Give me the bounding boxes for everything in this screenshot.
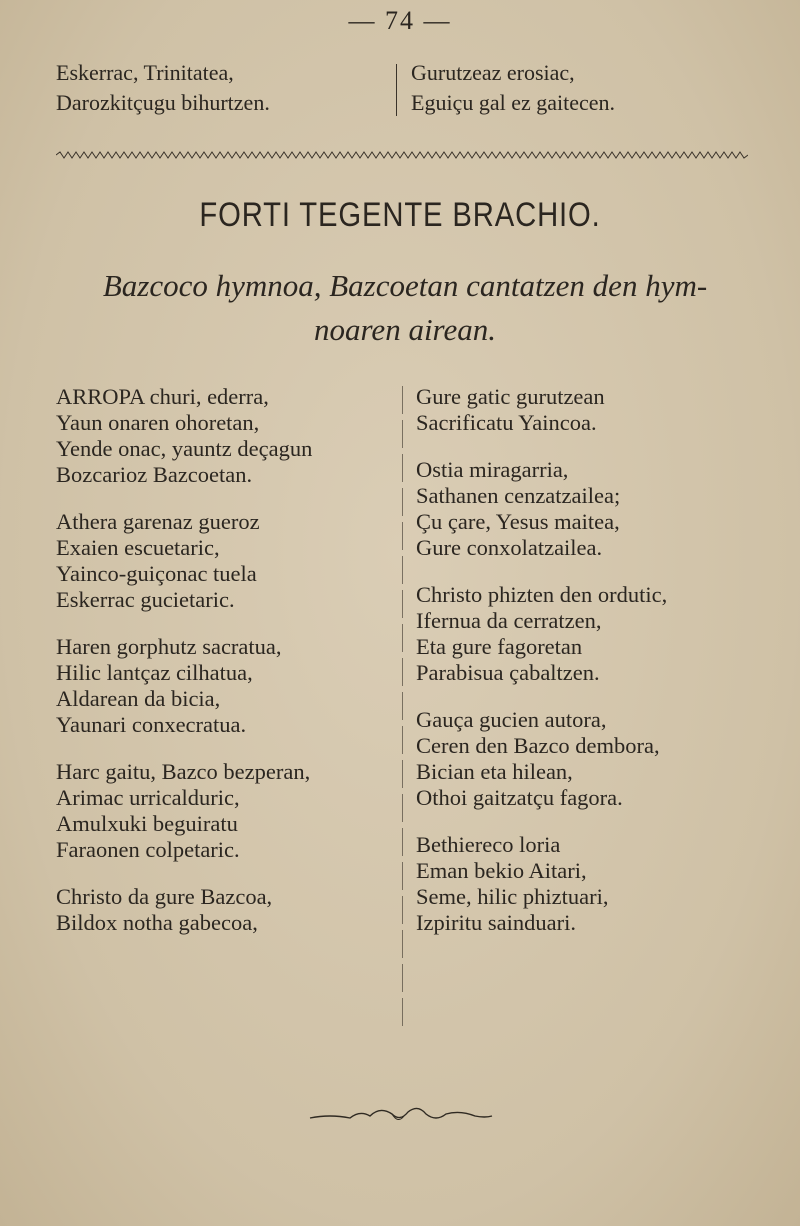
verse-line: Hilic lantçaz cilhatua, (56, 660, 253, 685)
verse-line: Eman bekio Aitari, (416, 858, 587, 883)
stanza (56, 884, 396, 936)
right-column (416, 384, 756, 957)
stanza (56, 634, 396, 738)
verse-line: Athera garenaz gueroz (56, 509, 260, 534)
end-flourish-ornament (300, 1100, 500, 1130)
ornamental-rule (56, 150, 748, 160)
verse-line: ARROPA churi, ederra, (56, 384, 269, 409)
hymn-subtitle (60, 264, 750, 352)
stanza (416, 457, 756, 561)
verse-line: Exaien escuetaric, (56, 535, 220, 560)
stanza (416, 832, 756, 936)
verse-line: Eskerrac, Trinitatea, (56, 60, 234, 85)
hymn-title: FORTI TEGENTE BRACHIO. (199, 196, 601, 234)
verse-line: Eskerrac gucietaric. (56, 587, 235, 612)
verse-line: Yaunari conxecratua. (56, 712, 247, 737)
verse-line: Eta gure fagoretan (416, 634, 583, 659)
verse-line: Gurutzeaz erosiac, (411, 60, 575, 85)
verse-line: Çu çare, Yesus maitea, (416, 509, 620, 534)
verse-line: Haren gorphutz sacratua, (56, 634, 282, 659)
verse-line: Eguiçu gal ez gaitecen. (411, 90, 616, 115)
verse-line: Darozkitçugu bihurtzen. (56, 90, 270, 115)
verse-line: Christo da gure Bazcoa, (56, 884, 273, 909)
verse-line: Bildox notha gabecoa, (56, 910, 258, 935)
verse-line: Gure conxolatzailea. (416, 535, 603, 560)
verse-line: Aldarean da bicia, (56, 686, 221, 711)
verse-line: Parabisua çabaltzen. (416, 660, 600, 685)
column-divider (402, 386, 403, 1026)
stanza (56, 384, 396, 488)
subtitle-line: noaren airean. (314, 312, 496, 347)
verse-line: Yende onac, yauntz deçagun (56, 436, 313, 461)
verse-line: Yaun onaren ohoretan, (56, 410, 260, 435)
top-verses-right (411, 58, 615, 118)
verse-line: Bethiereco loria (416, 832, 561, 857)
verse-line: Bician eta hilean, (416, 759, 573, 784)
verse-line: Ostia miragarria, (416, 457, 569, 482)
verse-line: Harc gaitu, Bazco bezperan, (56, 759, 311, 784)
verse-line: Gauça gucien autora, (416, 707, 607, 732)
verse-line: Amulxuki beguiratu (56, 811, 238, 836)
verse-divider (396, 64, 397, 116)
verse-line: Sathanen cenzatzailea; (416, 483, 621, 508)
verse-line: Othoi gaitzatçu fagora. (416, 785, 623, 810)
stanza (56, 509, 396, 613)
verse-line: Yainco-guiçonac tuela (56, 561, 257, 586)
verse-line: Seme, hilic phiztuari, (416, 884, 609, 909)
page-number: — 74 — (348, 6, 452, 35)
stanza (416, 384, 756, 436)
left-column (56, 384, 396, 957)
verse-line: Gure gatic gurutzean (416, 384, 605, 409)
verse-line: Ceren den Bazco dembora, (416, 733, 660, 758)
top-verses-left (56, 58, 270, 118)
stanza (416, 707, 756, 811)
stanza (56, 759, 396, 863)
verse-line: Ifernua da cerratzen, (416, 608, 602, 633)
verse-line: Sacrificatu Yaincoa. (416, 410, 597, 435)
subtitle-line: Bazcoco hymnoa, Bazcoetan cantatzen den hym- (102, 268, 708, 303)
verse-line: Bozcarioz Bazcoetan. (56, 462, 253, 487)
verse-line: Arimac urricalduric, (56, 785, 240, 810)
stanza (416, 582, 756, 686)
verse-line: Faraonen colpetaric. (56, 837, 240, 862)
verse-line: Izpiritu sainduari. (416, 910, 576, 935)
verse-line: Christo phizten den ordutic, (416, 582, 668, 607)
